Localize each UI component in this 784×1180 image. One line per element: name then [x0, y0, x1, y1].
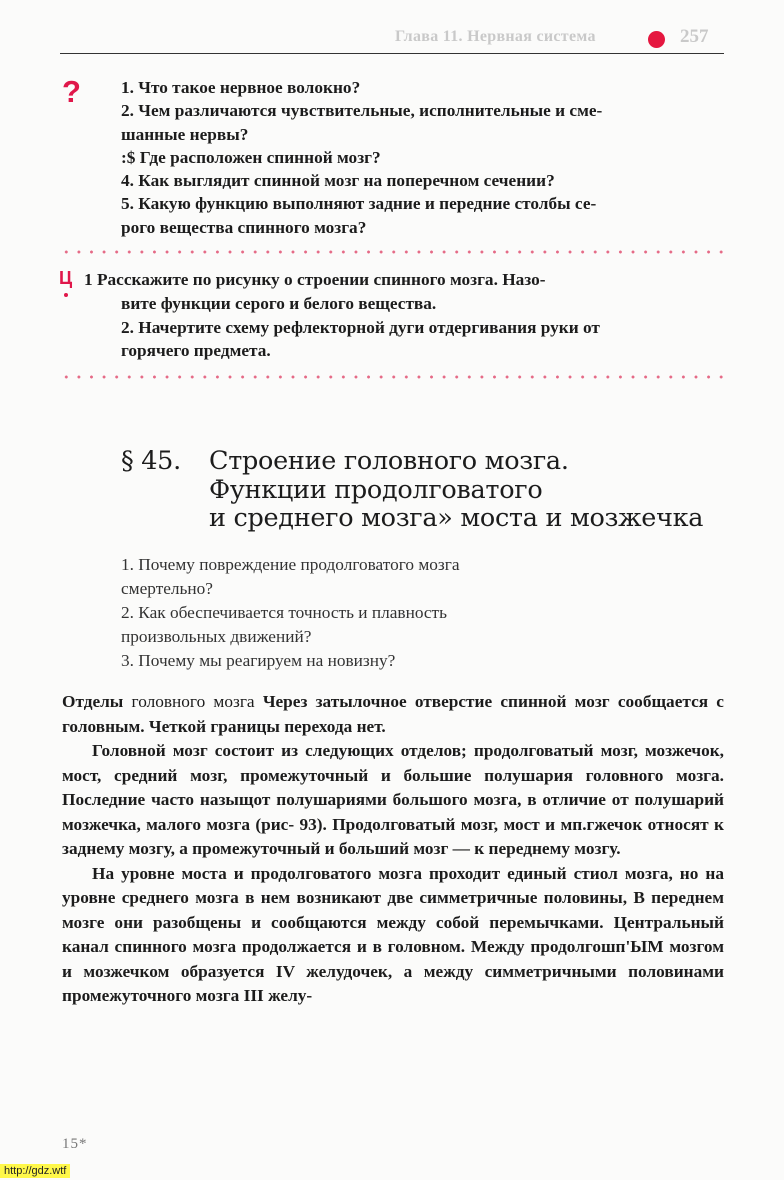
task-line: 1 Расскажите по рисунку о строении спинного мозга. Назо-	[84, 270, 546, 289]
section-title-line: Функции продолговатого	[209, 474, 543, 505]
task-icon: Ц	[59, 268, 73, 288]
question-line: 2. Чем различаются чувствительные, исполнительные и сме-	[121, 101, 603, 121]
task-line: вите функции серого и белого вещества.	[121, 293, 437, 313]
preview-questions	[121, 553, 601, 673]
task-line: горячего предмета.	[121, 341, 271, 361]
question-line: рого вещества спинного мозга?	[121, 217, 367, 237]
section-number: § 45.	[121, 446, 181, 476]
dotted-divider	[60, 375, 724, 379]
question-line: 5. Какую функцию выполняют задние и передние столбы се-	[121, 194, 597, 214]
preview-question-line: 2. Как обеспечивается точность и плавность	[121, 603, 447, 622]
watermark-link[interactable]: http://gdz.wtf	[0, 1164, 70, 1178]
paragraph-1-text: Через затылочное отверстие спинной мозг сообщается с головным. Четкой границы перехода нет.	[62, 692, 724, 736]
question-mark-icon: ?	[62, 74, 81, 109]
question-line: 1. Что такое нервное волокно?	[121, 78, 361, 97]
page-number: 257	[680, 26, 709, 47]
dotted-divider	[60, 250, 724, 254]
paragraph-3: На уровне моста и продолговатого мозга проходит единый стиол мозга, но на уровне среднего мозга в нем возникают две симметричные половины, В переднем мозге они разобщены и сообщаются между собой перемычками. Центральный канал спинного мозга продолжается и в головном. Между продолгошп'ЫМ мозгом и мозжечком образуется IV желудочек, а между симметричными половинами промежуточного мозга III желу-	[62, 863, 724, 1005]
question-line: шанные нервы?	[121, 124, 249, 144]
folio-number: 15*	[62, 1136, 88, 1152]
section-title-line: и среднего мозга» моста и мозжечка	[209, 503, 704, 533]
question-line: 4. Как выглядит спинной мозг на поперечном сечении?	[121, 171, 555, 191]
body-text	[62, 690, 724, 1009]
task-line: 2. Начертите схему рефлекторной дуги отдергивания руки от	[121, 317, 600, 337]
section-title-line: Строение головного мозга.	[209, 446, 569, 476]
preview-question-line: произвольных движений?	[121, 627, 312, 646]
header-rule	[60, 53, 724, 54]
question-line: :$ Где расположен спинной мозг?	[121, 147, 381, 167]
preview-question-line: смертельно?	[121, 579, 213, 598]
preview-question-line: 1. Почему повреждение продолговатого мозга	[121, 555, 460, 574]
section-heading	[121, 447, 761, 533]
running-title: Глава 11. Нервная система	[395, 28, 596, 45]
lead-term-rest: головного мозга	[131, 692, 255, 711]
review-questions	[121, 76, 771, 239]
task-list	[84, 268, 784, 363]
preview-question-line: 3. Почему мы реагируем на новизну?	[121, 651, 396, 670]
paragraph-1	[62, 690, 724, 739]
header-marker-dot	[648, 31, 665, 48]
lead-term: Отделы	[62, 692, 124, 711]
paragraph-2: Головной мозг состоит из следующих отделов; продолговатый мозг, мозжечок, мост, средний мозг, промежуточный и большие полушария головного мозга. Последние часто назыщот полушариями большого мозга, в отличие от полушарий мозжечка, малого мозга (рис- 93). Продолговатый мозг, мост и мп.гжечок относят к заднему мозгу, а промежуточный и больший мозг — к переднему мозгу.	[62, 741, 724, 858]
task-icon-dot	[64, 293, 68, 297]
